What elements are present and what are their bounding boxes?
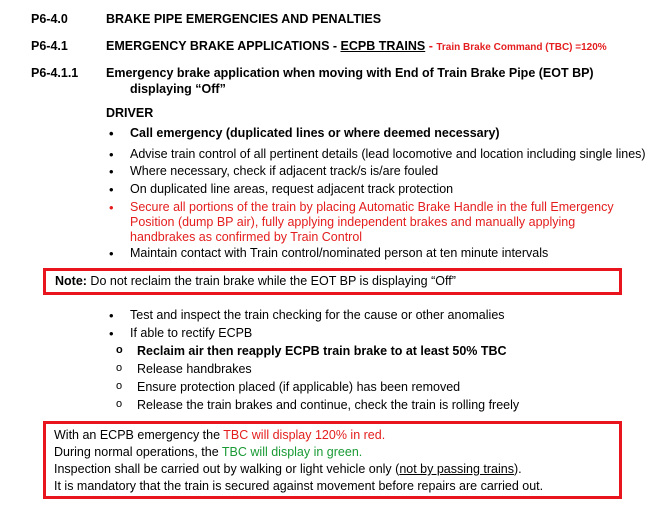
sub-item-2: o Release handbrakes <box>137 362 252 376</box>
driver-item-6: • Maintain contact with Train control/nominated person at ten minute intervals <box>130 246 548 260</box>
section-number-4-1: P6-4.1 <box>31 39 68 53</box>
driver-heading: DRIVER <box>106 106 154 120</box>
section-title-4-0: BRAKE PIPE EMERGENCIES AND PENALTIES <box>106 12 382 26</box>
note-label: Note: <box>55 274 87 288</box>
info-line-3 <box>54 462 522 476</box>
section-title-4-1-prefix: EMERGENCY BRAKE APPLICATIONS - <box>106 39 341 53</box>
info-line-4: It is mandatory that the train is secured against movement before repairs are carried out. <box>54 479 544 493</box>
info-line-1 <box>54 428 385 442</box>
info-line-3-suffix: ). <box>513 462 522 476</box>
followup-item-2: • If able to rectify ECPB <box>130 326 252 340</box>
info-line-1-red: TBC will display 120% in red. <box>223 428 386 442</box>
driver-item-4: • On duplicated line areas, request adjacent track protection <box>130 182 453 196</box>
info-line-2 <box>54 445 362 459</box>
tbc-note: Train Brake Command (TBC) =120% <box>436 42 607 53</box>
sub-item-1: o Reclaim air then reapply ECPB train brake to at least 50% TBC <box>137 344 507 358</box>
section-number-4-1-1: P6-4.1.1 <box>31 66 79 80</box>
info-line-1-prefix: With an ECPB emergency the <box>54 428 224 442</box>
followup-item-1: • Test and inspect the train checking for the cause or other anomalies <box>130 308 505 322</box>
driver-item-5-line2: Position (dump BP air), fully applying independent brakes and manually applying <box>130 215 576 229</box>
info-line-2-prefix: During normal operations, the <box>54 445 222 459</box>
section-title-4-1 <box>106 39 607 53</box>
section-title-4-1-ecpb: ECPB TRAINS <box>340 39 426 53</box>
note-text <box>55 274 456 288</box>
section-title-4-1-1-line1: Emergency brake application when moving with End of Train Brake Pipe (EOT BP) <box>106 66 594 80</box>
info-line-2-green: TBC will display in green. <box>221 445 363 459</box>
sub-item-3: o Ensure protection placed (if applicable) has been removed <box>137 380 460 394</box>
driver-item-5-line3: handbrakes as confirmed by Train Control <box>130 230 363 244</box>
note-body: Do not reclaim the train brake while the EOT BP is displaying “Off” <box>86 274 456 288</box>
section-number-4-0: P6-4.0 <box>31 12 68 26</box>
info-line-3-prefix: Inspection shall be carried out by walking or light vehicle only ( <box>54 462 400 476</box>
driver-item-3: • Where necessary, check if adjacent track/s is/are fouled <box>130 164 438 178</box>
driver-item-1: • Call emergency (duplicated lines or where deemed necessary) <box>130 126 500 140</box>
sub-item-4: o Release the train brakes and continue, check the train is rolling freely <box>137 398 519 412</box>
info-line-3-underlined: not by passing trains <box>399 462 514 476</box>
driver-item-2: • Advise train control of all pertinent details (lead locomotive and location including single lines) <box>130 147 646 161</box>
section-title-4-1-1-line2: displaying “Off” <box>130 82 226 96</box>
driver-item-5-line1: • Secure all portions of the train by placing Automatic Brake Handle in the full Emergency <box>130 200 614 214</box>
section-title-4-1-sep: - <box>425 39 437 53</box>
